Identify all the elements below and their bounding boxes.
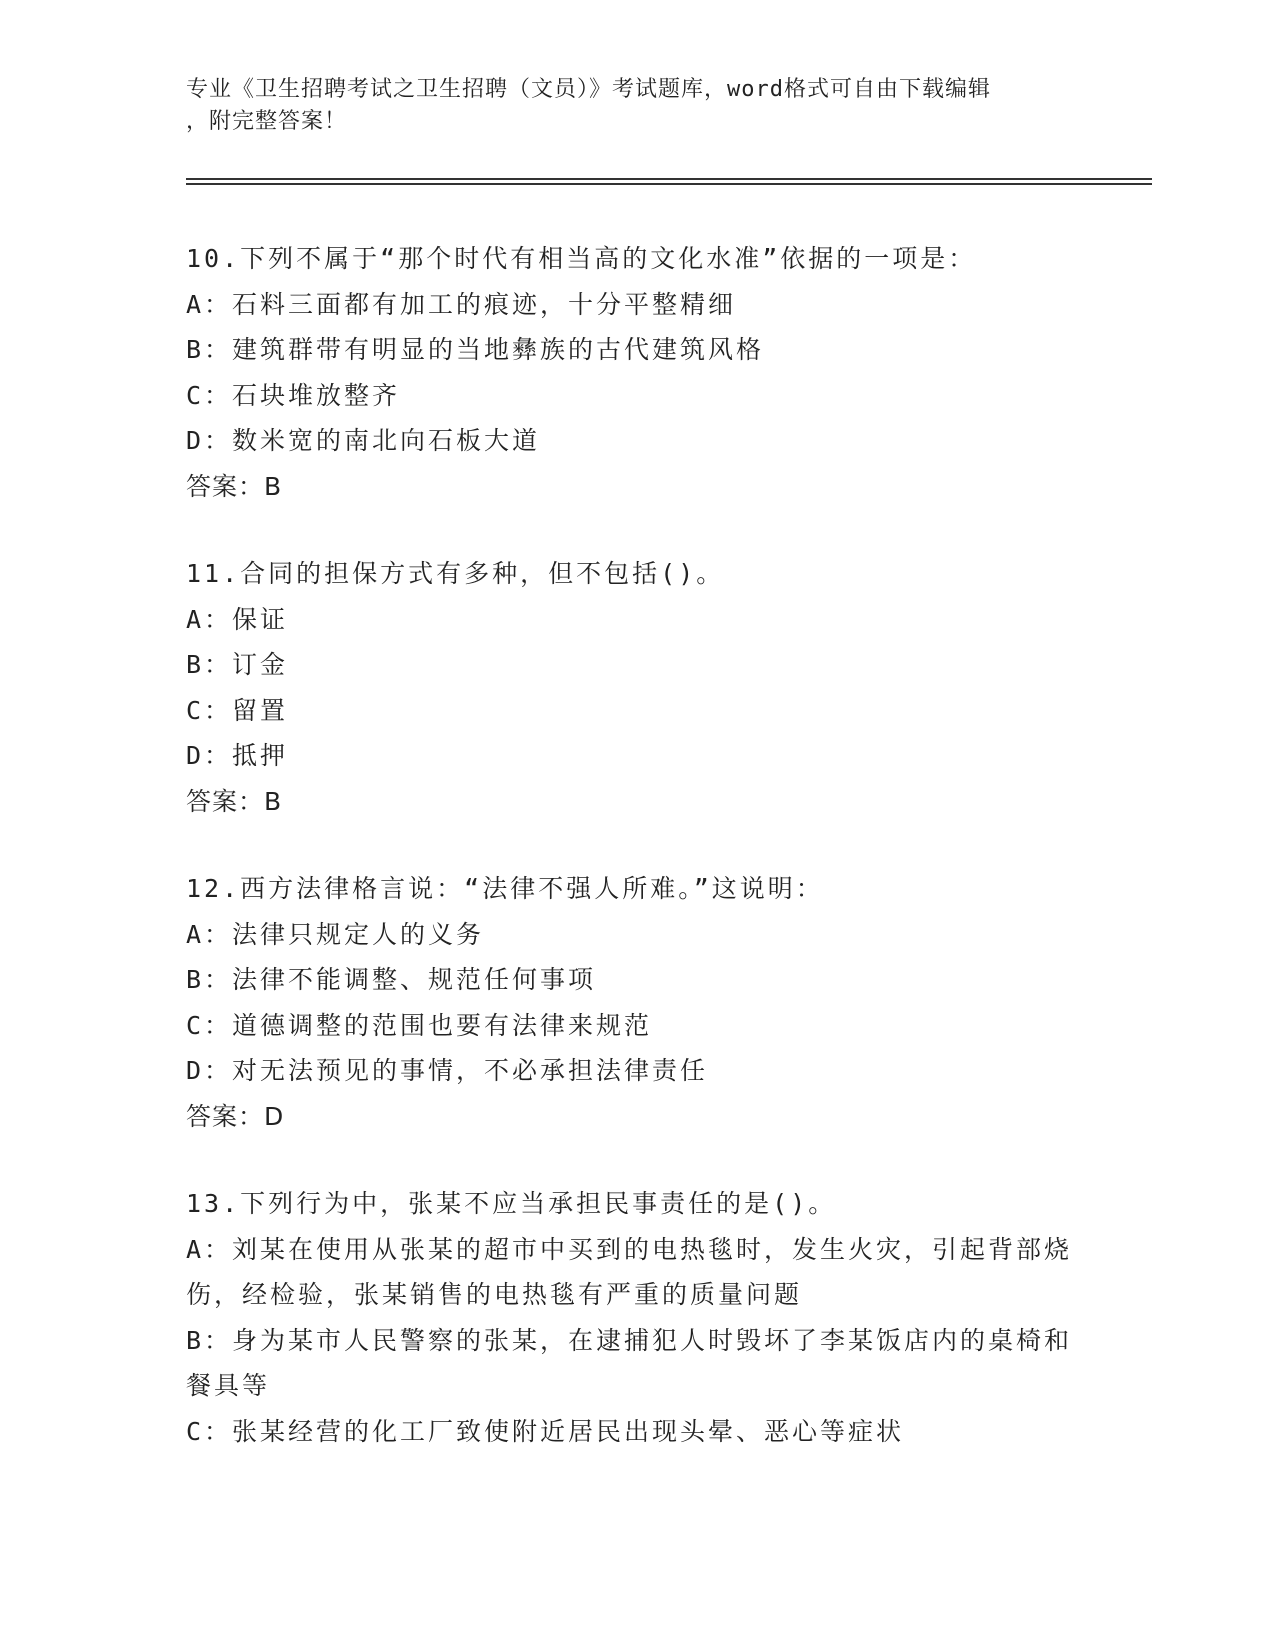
document-header — [186, 74, 1076, 138]
option-c: C：张某经营的化工厂致使附近居民出现头晕、恶心等症状 — [186, 1416, 905, 1446]
option-d: D：抵押 — [186, 741, 289, 770]
header-divider-top — [186, 178, 1152, 180]
question-12 — [186, 866, 1086, 1139]
question-10 — [186, 236, 1086, 509]
header-line-1: 专业《卫生招聘考试之卫生招聘（文员）》考试题库，word格式可自由下载编辑 — [186, 77, 991, 102]
question-stem: 10.下列不属于“那个时代有相当高的文化水准”依据的一项是： — [186, 244, 977, 273]
question-list — [186, 236, 1086, 1496]
question-stem: 12.西方法律格言说：“法律不强人所难。”这说明： — [186, 874, 824, 903]
option-a: A：保证 — [186, 604, 289, 634]
option-d: D：对无法预见的事情，不必承担法律责任 — [186, 1056, 709, 1085]
option-b: B：建筑群带有明显的当地彝族的古代建筑风格 — [186, 335, 765, 364]
header-divider-bottom — [186, 183, 1152, 185]
option-b: B：身为某市人民警察的张某，在逮捕犯人时毁坏了李某饭店内的桌椅和餐具等 — [186, 1325, 1073, 1400]
answer-line: 答案：D — [186, 1101, 285, 1131]
header-line-2: ，附完整答案！ — [186, 109, 348, 134]
answer-line: 答案：B — [186, 786, 283, 816]
question-11 — [186, 551, 1086, 824]
answer-line: 答案：B — [186, 471, 283, 501]
question-13 — [186, 1181, 1086, 1454]
question-stem: 13.下列行为中，张某不应当承担民事责任的是()。 — [186, 1189, 837, 1218]
option-c: C：道德调整的范围也要有法律来规范 — [186, 1010, 653, 1040]
option-c: C：石块堆放整齐 — [186, 380, 401, 410]
option-a: A：刘某在使用从张某的超市中买到的电热毯时，发生火灾，引起背部烧伤，经检验，张某销售的电热毯有严重的质量问题 — [186, 1234, 1073, 1309]
question-stem: 11.合同的担保方式有多种，但不包括()。 — [186, 559, 725, 588]
option-a: A：法律只规定人的义务 — [186, 919, 485, 949]
option-b: B：法律不能调整、规范任何事项 — [186, 965, 597, 994]
option-b: B：订金 — [186, 650, 289, 679]
option-a: A：石料三面都有加工的痕迹，十分平整精细 — [186, 289, 737, 319]
option-c: C：留置 — [186, 695, 289, 725]
option-d: D：数米宽的南北向石板大道 — [186, 426, 541, 455]
